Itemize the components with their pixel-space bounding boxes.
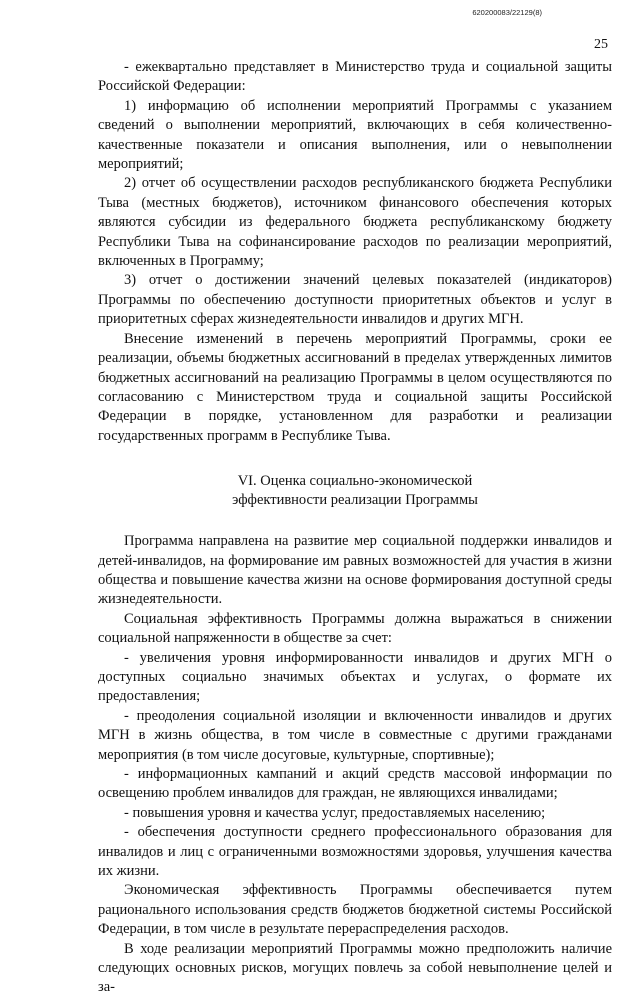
paragraph: 3) отчет о достижении значений целевых показателей (индикаторов) Программы по обеспечению доступности приоритетных объектов и услуг в приоритетных сферах жизнедеятельности инвалидов и других МГН. — [98, 272, 612, 328]
paragraph: 2) отчет об осуществлении расходов республиканского бюджета Республики Тыва (местных бюджетов), источником финансового обеспечения которых являются субсидии из федерального бюджета республиканскому бюджету Республики Тыва на софинансирование расходов по реализации мероприятий, включенных в Программу; — [98, 175, 612, 270]
paragraph: Социальная эффективность Программы должна выражаться в снижении социальной напряженности в обществе за счет: — [98, 610, 612, 647]
document-body — [98, 58, 612, 998]
paragraph: Программа направлена на развитие мер социальной поддержки инвалидов и детей-инвалидов, на формирование им равных возможностей для участия в жизни общества и повышение качества жизни на основе формирования доступной среды жизнедеятельности. — [98, 533, 612, 608]
list-item: - повышения уровня и качества услуг, предоставляемых населению; — [124, 804, 546, 821]
paragraph: - ежеквартально представляет в Министерство труда и социальной защиты Российской Федерации: — [98, 59, 612, 95]
paragraph: Экономическая эффективность Программы обеспечивается путем рационального использования средств бюджетов бюджетной системы Российской Федерации, в том числе в результате перераспределения расходов. — [98, 882, 612, 938]
list-item: - увеличения уровня информированности инвалидов и других МГН о доступных социально значимых объектах и услугах, о формате их предоставления; — [98, 649, 612, 705]
document-id: 620200083/22129(8) — [472, 8, 542, 17]
paragraph: Внесение изменений в перечень мероприятий Программы, сроки ее реализации, объемы бюджетных ассигнований в пределах утвержденных лимитов бюджетных ассигнований на реализацию Программы в целом осуществляются по согласованию с Министерством труда и социальной защиты Российской Федерации в порядке, установленном для разработки и реализации государственных программ в Республике Тыва. — [98, 330, 612, 444]
page-number: 25 — [594, 37, 608, 52]
paragraph: В ходе реализации мероприятий Программы можно предположить наличие следующих основных рисков, могущих повлечь за собой невыполнение целей и за- — [98, 940, 612, 996]
paragraph: 1) информацию об исполнении мероприятий Программы с указанием сведений о выполнении мероприятий, включающих в себя количественно-качественные показатели и описания выполнения, или о невыполнении мероприятий; — [98, 97, 612, 173]
section-heading-line: VI. Оценка социально-экономической — [237, 473, 473, 490]
section-heading-line: эффективности реализации Программы — [232, 492, 478, 509]
list-item: - преодоления социальной изоляции и включенности инвалидов и других МГН в жизнь общества, в том числе в совместные с другими гражданами мероприятия (в том числе досуговые, культурные, спортивные); — [98, 707, 612, 763]
list-item: - обеспечения доступности среднего профессионального образования для инвалидов и лиц с ограниченными возможностями здоровья, улучшения качества их жизни. — [98, 824, 612, 880]
section-heading — [98, 472, 612, 510]
list-item: - информационных кампаний и акций средств массовой информации по освещению проблем инвалидов для граждан, не являющихся инвалидами; — [98, 766, 612, 802]
